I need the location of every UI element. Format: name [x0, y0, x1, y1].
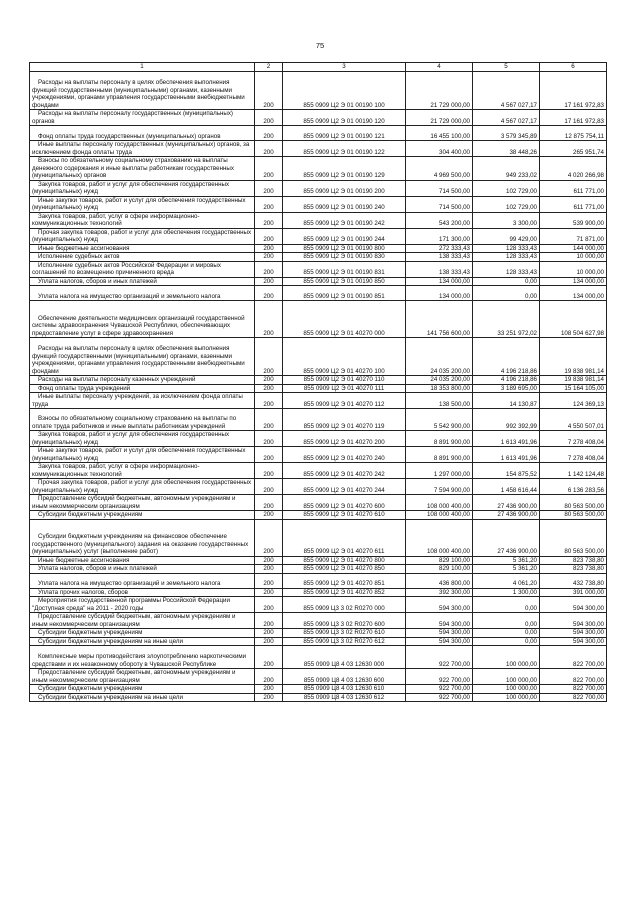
- row-name: Иные бюджетные ассигнования: [30, 556, 255, 565]
- table-row: [30, 573, 607, 588]
- row-code: 200: [255, 669, 283, 685]
- row-approved: 594 300,00: [406, 629, 473, 638]
- row-name: Уплата налога на имущество организаций и земельного налога: [30, 573, 255, 588]
- row-remaining: 594 300,00: [540, 637, 607, 646]
- row-name: Исполнение судебных актов: [30, 253, 255, 262]
- row-remaining: 1 142 124,48: [540, 463, 607, 479]
- row-approved: 594 300,00: [406, 637, 473, 646]
- row-code: 200: [255, 637, 283, 646]
- row-code: 200: [255, 253, 283, 262]
- row-approved: 18 353 800,00: [406, 384, 473, 393]
- table-row: [30, 376, 607, 385]
- row-kbk: 855 0909 Ц3 3 02 R0270 612: [283, 637, 406, 646]
- row-remaining: 265 951,74: [540, 141, 607, 157]
- row-approved: 24 035 200,00: [406, 338, 473, 376]
- row-code: 200: [255, 244, 283, 253]
- row-executed: 3 579 345,89: [473, 126, 540, 141]
- row-remaining: 144 000,00: [540, 244, 607, 253]
- row-remaining: 80 563 500,00: [540, 511, 607, 520]
- row-remaining: 80 563 500,00: [540, 519, 607, 556]
- table-row: [30, 463, 607, 479]
- row-remaining: 822 700,00: [540, 693, 607, 702]
- row-name: Закупка товаров, работ и услуг для обеспечения государственных (муниципальных) нужд: [30, 180, 255, 196]
- row-approved: 108 000 400,00: [406, 519, 473, 556]
- row-executed: 0,00: [473, 597, 540, 613]
- row-remaining: 4 550 507,01: [540, 409, 607, 431]
- row-name: Прочая закупка товаров, работ и услуг для обеспечения государственных (муниципальных) нужд: [30, 479, 255, 495]
- row-approved: 1 297 000,00: [406, 463, 473, 479]
- row-kbk: 855 0909 Ц2 Э 01 40270 110: [283, 376, 406, 385]
- row-name: Субсидии бюджетным учреждениям: [30, 685, 255, 694]
- row-code: 200: [255, 301, 283, 338]
- row-approved: 4 969 500,00: [406, 157, 473, 181]
- table-row: [30, 72, 607, 110]
- table-row: [30, 338, 607, 376]
- row-executed: 33 251 972,02: [473, 301, 540, 338]
- row-remaining: 594 300,00: [540, 597, 607, 613]
- table-row: [30, 393, 607, 409]
- row-executed: 99 429,00: [473, 228, 540, 244]
- table-row: [30, 277, 607, 286]
- row-remaining: 17 161 972,83: [540, 72, 607, 110]
- row-kbk: 855 0909 Ц2 Э 01 40270 200: [283, 431, 406, 447]
- row-approved: 24 035 200,00: [406, 376, 473, 385]
- row-executed: 992 392,99: [473, 409, 540, 431]
- column-header: 1: [30, 63, 255, 72]
- header-row: [30, 63, 607, 72]
- table-row: [30, 409, 607, 431]
- row-approved: 714 500,00: [406, 180, 473, 196]
- table-row: [30, 261, 607, 277]
- row-remaining: 539 900,00: [540, 212, 607, 228]
- row-executed: 154 875,52: [473, 463, 540, 479]
- row-kbk: 855 0909 Ц2 Э 01 40270 119: [283, 409, 406, 431]
- row-remaining: 6 136 283,56: [540, 479, 607, 495]
- row-approved: 21 729 000,00: [406, 72, 473, 110]
- table-row: [30, 228, 607, 244]
- row-remaining: 134 000,00: [540, 277, 607, 286]
- column-header: 4: [406, 63, 473, 72]
- row-kbk: 855 0909 Ц2 Э 01 00190 120: [283, 110, 406, 126]
- row-executed: 100 000,00: [473, 646, 540, 669]
- row-code: 200: [255, 141, 283, 157]
- table-row: [30, 431, 607, 447]
- row-kbk: 855 0909 Ц2 Э 01 40270 111: [283, 384, 406, 393]
- row-name: Закупка товаров, работ, услуг в сфере информационно-коммуникационных технологий: [30, 212, 255, 228]
- row-code: 200: [255, 180, 283, 196]
- column-header: 6: [540, 63, 607, 72]
- row-name: Фонд оплаты труда государственных (муниципальных) органов: [30, 126, 255, 141]
- row-approved: 138 333,43: [406, 253, 473, 262]
- row-code: 200: [255, 685, 283, 694]
- row-name: Субсидии бюджетным учреждениям: [30, 511, 255, 520]
- row-executed: 4 567 027,17: [473, 110, 540, 126]
- row-approved: 922 700,00: [406, 669, 473, 685]
- row-executed: 3 300,00: [473, 212, 540, 228]
- row-executed: 128 333,43: [473, 253, 540, 262]
- row-code: 200: [255, 228, 283, 244]
- table-row: [30, 479, 607, 495]
- row-executed: 27 436 900,00: [473, 495, 540, 511]
- row-name: Расходы на выплаты персоналу в целях обеспечения выполнения функций государственными (муниципальными) органами, казенными учреждениями, органами управления государственными внебюджетными фондами: [30, 72, 255, 110]
- row-name: Субсидии бюджетным учреждениям: [30, 629, 255, 638]
- table-row: [30, 588, 607, 597]
- row-executed: 14 130,87: [473, 393, 540, 409]
- row-kbk: 855 0909 Ц2 Э 01 00190 121: [283, 126, 406, 141]
- column-header: 5: [473, 63, 540, 72]
- row-code: 200: [255, 384, 283, 393]
- row-kbk: 855 0909 Ц8 4 03 12630 610: [283, 685, 406, 694]
- row-executed: 27 436 900,00: [473, 519, 540, 556]
- row-kbk: 855 0909 Ц8 4 03 12630 612: [283, 693, 406, 702]
- row-kbk: 855 0909 Ц2 Э 01 00190 122: [283, 141, 406, 157]
- row-code: 200: [255, 588, 283, 597]
- row-approved: 829 100,00: [406, 565, 473, 574]
- row-kbk: 855 0909 Ц2 Э 01 00190 850: [283, 277, 406, 286]
- row-kbk: 855 0909 Ц3 3 02 R0270 600: [283, 613, 406, 629]
- table-row: [30, 597, 607, 613]
- row-executed: 4 061,20: [473, 573, 540, 588]
- row-code: 200: [255, 393, 283, 409]
- row-remaining: 134 000,00: [540, 286, 607, 301]
- row-approved: 108 000 400,00: [406, 495, 473, 511]
- row-executed: 5 361,20: [473, 556, 540, 565]
- row-kbk: 855 0909 Ц2 Э 01 40270 850: [283, 565, 406, 574]
- row-name: Мероприятия государственной программы Российской Федерации "Доступная среда" на 2011 - 2020 годы: [30, 597, 255, 613]
- row-executed: 1 613 491,96: [473, 447, 540, 463]
- row-name: Иные выплаты персоналу учреждений, за исключением фонда оплаты труда: [30, 393, 255, 409]
- table-row: [30, 110, 607, 126]
- row-executed: 0,00: [473, 637, 540, 646]
- row-executed: 100 000,00: [473, 669, 540, 685]
- row-name: Прочая закупка товаров, работ и услуг для обеспечения государственных (муниципальных) нужд: [30, 228, 255, 244]
- row-name: Уплата прочих налогов, сборов: [30, 588, 255, 597]
- row-kbk: 855 0909 Ц2 Э 01 00190 800: [283, 244, 406, 253]
- row-executed: 1 458 616,44: [473, 479, 540, 495]
- row-approved: 922 700,00: [406, 685, 473, 694]
- budget-table-body: [30, 63, 607, 702]
- row-executed: 0,00: [473, 277, 540, 286]
- row-remaining: 10 000,00: [540, 261, 607, 277]
- row-remaining: 15 164 105,00: [540, 384, 607, 393]
- row-approved: 16 455 100,00: [406, 126, 473, 141]
- row-remaining: 7 278 408,04: [540, 447, 607, 463]
- row-kbk: 855 0909 Ц2 Э 01 40270 610: [283, 511, 406, 520]
- table-row: [30, 141, 607, 157]
- table-row: [30, 613, 607, 629]
- table-row: [30, 180, 607, 196]
- row-kbk: 855 0909 Ц2 Э 01 00190 830: [283, 253, 406, 262]
- row-code: 200: [255, 72, 283, 110]
- column-header: 2: [255, 63, 283, 72]
- row-name: Расходы на выплаты персоналу казенных учреждений: [30, 376, 255, 385]
- row-name: Уплата налогов, сборов и иных платежей: [30, 277, 255, 286]
- row-approved: 138 333,43: [406, 261, 473, 277]
- row-executed: 0,00: [473, 286, 540, 301]
- row-code: 200: [255, 338, 283, 376]
- row-remaining: 71 871,00: [540, 228, 607, 244]
- table-row: [30, 253, 607, 262]
- row-approved: 594 300,00: [406, 597, 473, 613]
- row-kbk: 855 0909 Ц2 Э 01 40270 611: [283, 519, 406, 556]
- row-kbk: 855 0909 Ц2 Э 01 40270 000: [283, 301, 406, 338]
- row-name: Предоставление субсидий бюджетным, автономным учреждениям и иным некоммерческим организациям: [30, 495, 255, 511]
- row-name: Закупка товаров, работ и услуг для обеспечения государственных (муниципальных) нужд: [30, 431, 255, 447]
- row-name: Иные бюджетные ассигнования: [30, 244, 255, 253]
- row-approved: 543 200,00: [406, 212, 473, 228]
- row-executed: 4 196 218,86: [473, 376, 540, 385]
- row-executed: 102 729,00: [473, 180, 540, 196]
- row-approved: 594 300,00: [406, 613, 473, 629]
- table-row: [30, 629, 607, 638]
- table-row: [30, 637, 607, 646]
- row-executed: 0,00: [473, 613, 540, 629]
- row-kbk: 855 0909 Ц2 Э 01 00190 831: [283, 261, 406, 277]
- row-code: 200: [255, 693, 283, 702]
- row-name: Взносы по обязательному социальному страхованию на выплаты по оплате труда работников и иные выплаты работникам учреждений: [30, 409, 255, 431]
- row-approved: 922 700,00: [406, 693, 473, 702]
- row-executed: 5 361,20: [473, 565, 540, 574]
- row-kbk: 855 0909 Ц2 Э 01 00190 240: [283, 196, 406, 212]
- table-row: [30, 244, 607, 253]
- row-name: Иные закупки товаров, работ и услуг для обеспечения государственных (муниципальных) нужд: [30, 447, 255, 463]
- table-row: [30, 447, 607, 463]
- row-name: Взносы по обязательному социальному страхованию на выплаты денежного содержания и иные выплаты работникам государственных (муниципальных) органов: [30, 157, 255, 181]
- row-remaining: 822 700,00: [540, 646, 607, 669]
- row-executed: 949 233,02: [473, 157, 540, 181]
- row-kbk: 855 0909 Ц2 Э 01 00190 129: [283, 157, 406, 181]
- row-approved: 714 500,00: [406, 196, 473, 212]
- row-remaining: 17 161 972,83: [540, 110, 607, 126]
- row-executed: 128 333,43: [473, 244, 540, 253]
- row-code: 200: [255, 110, 283, 126]
- table-row: [30, 685, 607, 694]
- row-code: 200: [255, 196, 283, 212]
- row-executed: 128 333,43: [473, 261, 540, 277]
- row-remaining: 822 700,00: [540, 669, 607, 685]
- column-header: 3: [283, 63, 406, 72]
- row-approved: 436 800,00: [406, 573, 473, 588]
- row-name: Исполнение судебных актов Российской Федерации и мировых соглашений по возмещению причиненного вреда: [30, 261, 255, 277]
- row-approved: 272 333,43: [406, 244, 473, 253]
- row-code: 200: [255, 613, 283, 629]
- row-name: Предоставление субсидий бюджетным, автономным учреждениям и иным некоммерческим организациям: [30, 669, 255, 685]
- table-row: [30, 384, 607, 393]
- row-approved: 829 100,00: [406, 556, 473, 565]
- row-kbk: 855 0909 Ц8 4 03 12630 600: [283, 669, 406, 685]
- row-approved: 8 891 900,00: [406, 447, 473, 463]
- row-remaining: 823 738,80: [540, 565, 607, 574]
- row-executed: 1 613 491,96: [473, 431, 540, 447]
- table-row: [30, 511, 607, 520]
- row-kbk: 855 0909 Ц2 Э 01 00190 851: [283, 286, 406, 301]
- row-code: 200: [255, 565, 283, 574]
- table-row: [30, 519, 607, 556]
- row-code: 200: [255, 431, 283, 447]
- table-row: [30, 495, 607, 511]
- row-kbk: 855 0909 Ц2 Э 01 40270 244: [283, 479, 406, 495]
- page-number: 75: [315, 41, 325, 50]
- row-approved: 138 500,00: [406, 393, 473, 409]
- row-kbk: 855 0909 Ц2 Э 01 40270 800: [283, 556, 406, 565]
- row-executed: 4 567 027,17: [473, 72, 540, 110]
- row-code: 200: [255, 447, 283, 463]
- row-executed: 102 729,00: [473, 196, 540, 212]
- row-kbk: 855 0909 Ц3 3 02 R0270 610: [283, 629, 406, 638]
- row-name: Субсидии бюджетным учреждениям на иные цели: [30, 637, 255, 646]
- table-row: [30, 212, 607, 228]
- row-remaining: 4 020 266,98: [540, 157, 607, 181]
- table-row: [30, 693, 607, 702]
- row-code: 200: [255, 286, 283, 301]
- row-name: Иные выплаты персоналу государственных (муниципальных) органов, за исключением фонда оплаты труда: [30, 141, 255, 157]
- row-kbk: 855 0909 Ц2 Э 01 40270 851: [283, 573, 406, 588]
- row-name: Уплата налогов, сборов и иных платежей: [30, 565, 255, 574]
- row-code: 200: [255, 519, 283, 556]
- row-code: 200: [255, 409, 283, 431]
- row-approved: 7 594 900,00: [406, 479, 473, 495]
- row-executed: 100 000,00: [473, 693, 540, 702]
- row-approved: 304 400,00: [406, 141, 473, 157]
- row-remaining: 594 300,00: [540, 629, 607, 638]
- row-code: 200: [255, 126, 283, 141]
- row-executed: 0,00: [473, 629, 540, 638]
- row-code: 200: [255, 212, 283, 228]
- table-row: [30, 196, 607, 212]
- row-remaining: 19 838 981,14: [540, 338, 607, 376]
- row-code: 200: [255, 597, 283, 613]
- row-name: Уплата налога на имущество организаций и земельного налога: [30, 286, 255, 301]
- row-name: Фонд оплаты труда учреждений: [30, 384, 255, 393]
- row-code: 200: [255, 261, 283, 277]
- row-kbk: 855 0909 Ц2 Э 01 40270 600: [283, 495, 406, 511]
- row-approved: 8 891 900,00: [406, 431, 473, 447]
- row-approved: 134 000,00: [406, 277, 473, 286]
- row-name: Комплексные меры противодействия злоупотреблению наркотическими средствами и их незаконному обороту в Чувашской Республике: [30, 646, 255, 669]
- row-approved: 922 700,00: [406, 646, 473, 669]
- row-kbk: 855 0909 Ц2 Э 01 40270 112: [283, 393, 406, 409]
- row-remaining: 12 875 754,11: [540, 126, 607, 141]
- table-row: [30, 669, 607, 685]
- row-kbk: 855 0909 Ц2 Э 01 40270 240: [283, 447, 406, 463]
- row-kbk: 855 0909 Ц2 Э 01 00190 200: [283, 180, 406, 196]
- row-executed: 27 436 900,00: [473, 511, 540, 520]
- row-remaining: 7 278 408,04: [540, 431, 607, 447]
- row-name: Субсидии бюджетным учреждениям на финансовое обеспечение государственного (муниципального) задания на оказание государственных (муниципальных) услуг (выполнение работ): [30, 519, 255, 556]
- row-kbk: 855 0909 Ц2 Э 01 40270 852: [283, 588, 406, 597]
- table-row: [30, 646, 607, 669]
- row-approved: 171 300,00: [406, 228, 473, 244]
- row-executed: 100 000,00: [473, 685, 540, 694]
- row-executed: 38 448,26: [473, 141, 540, 157]
- row-name: Предоставление субсидий бюджетным, автономным учреждениям и иным некоммерческим организациям: [30, 613, 255, 629]
- table-row: [30, 286, 607, 301]
- row-remaining: 822 700,00: [540, 685, 607, 694]
- table-row: [30, 157, 607, 181]
- row-remaining: 611 771,00: [540, 196, 607, 212]
- row-executed: 3 189 695,00: [473, 384, 540, 393]
- row-approved: 108 000 400,00: [406, 511, 473, 520]
- row-code: 200: [255, 511, 283, 520]
- row-remaining: 108 504 627,98: [540, 301, 607, 338]
- row-kbk: 855 0909 Ц2 Э 01 00190 242: [283, 212, 406, 228]
- row-code: 200: [255, 463, 283, 479]
- row-remaining: 611 771,00: [540, 180, 607, 196]
- row-name: Расходы на выплаты персоналу в целях обеспечения выполнения функций государственными (муниципальными) органами, казенными учреждениями, органами управления государственными внебюджетными фондами: [30, 338, 255, 376]
- row-remaining: 432 738,80: [540, 573, 607, 588]
- row-remaining: 19 838 981,14: [540, 376, 607, 385]
- table-row: [30, 565, 607, 574]
- row-kbk: 855 0909 Ц8 4 03 12630 000: [283, 646, 406, 669]
- row-approved: 134 000,00: [406, 286, 473, 301]
- row-approved: 392 300,00: [406, 588, 473, 597]
- row-code: 200: [255, 157, 283, 181]
- row-code: 200: [255, 556, 283, 565]
- row-name: Закупка товаров, работ, услуг в сфере информационно-коммуникационных технологий: [30, 463, 255, 479]
- row-kbk: 855 0909 Ц2 Э 01 00190 100: [283, 72, 406, 110]
- row-approved: 5 542 900,00: [406, 409, 473, 431]
- row-remaining: 391 000,00: [540, 588, 607, 597]
- row-code: 200: [255, 479, 283, 495]
- row-approved: 21 729 000,00: [406, 110, 473, 126]
- table-row: [30, 301, 607, 338]
- row-code: 200: [255, 629, 283, 638]
- row-remaining: 124 369,13: [540, 393, 607, 409]
- row-code: 200: [255, 376, 283, 385]
- row-code: 200: [255, 573, 283, 588]
- row-kbk: 855 0909 Ц2 Э 01 40270 242: [283, 463, 406, 479]
- row-remaining: 80 563 500,00: [540, 495, 607, 511]
- row-code: 200: [255, 495, 283, 511]
- row-kbk: 855 0909 Ц3 3 02 R0270 000: [283, 597, 406, 613]
- row-code: 200: [255, 646, 283, 669]
- table-row: [30, 126, 607, 141]
- row-code: 200: [255, 277, 283, 286]
- row-name: Субсидии бюджетным учреждениям на иные цели: [30, 693, 255, 702]
- row-kbk: 855 0909 Ц2 Э 01 40270 100: [283, 338, 406, 376]
- row-executed: 4 196 218,86: [473, 338, 540, 376]
- budget-table: [29, 62, 607, 702]
- row-remaining: 594 300,00: [540, 613, 607, 629]
- row-name: Обеспечение деятельности медицинских организаций государственной системы здравоохранения Чувашской Республики, обеспечивающих предоставление услуг в сфере здравоохранения: [30, 301, 255, 338]
- row-approved: 141 756 600,00: [406, 301, 473, 338]
- row-kbk: 855 0909 Ц2 Э 01 00190 244: [283, 228, 406, 244]
- row-remaining: 823 738,80: [540, 556, 607, 565]
- row-name: Иные закупки товаров, работ и услуг для обеспечения государственных (муниципальных) нужд: [30, 196, 255, 212]
- table-row: [30, 556, 607, 565]
- row-executed: 1 300,00: [473, 588, 540, 597]
- row-remaining: 10 000,00: [540, 253, 607, 262]
- row-name: Расходы на выплаты персоналу государственных (муниципальных) органов: [30, 110, 255, 126]
